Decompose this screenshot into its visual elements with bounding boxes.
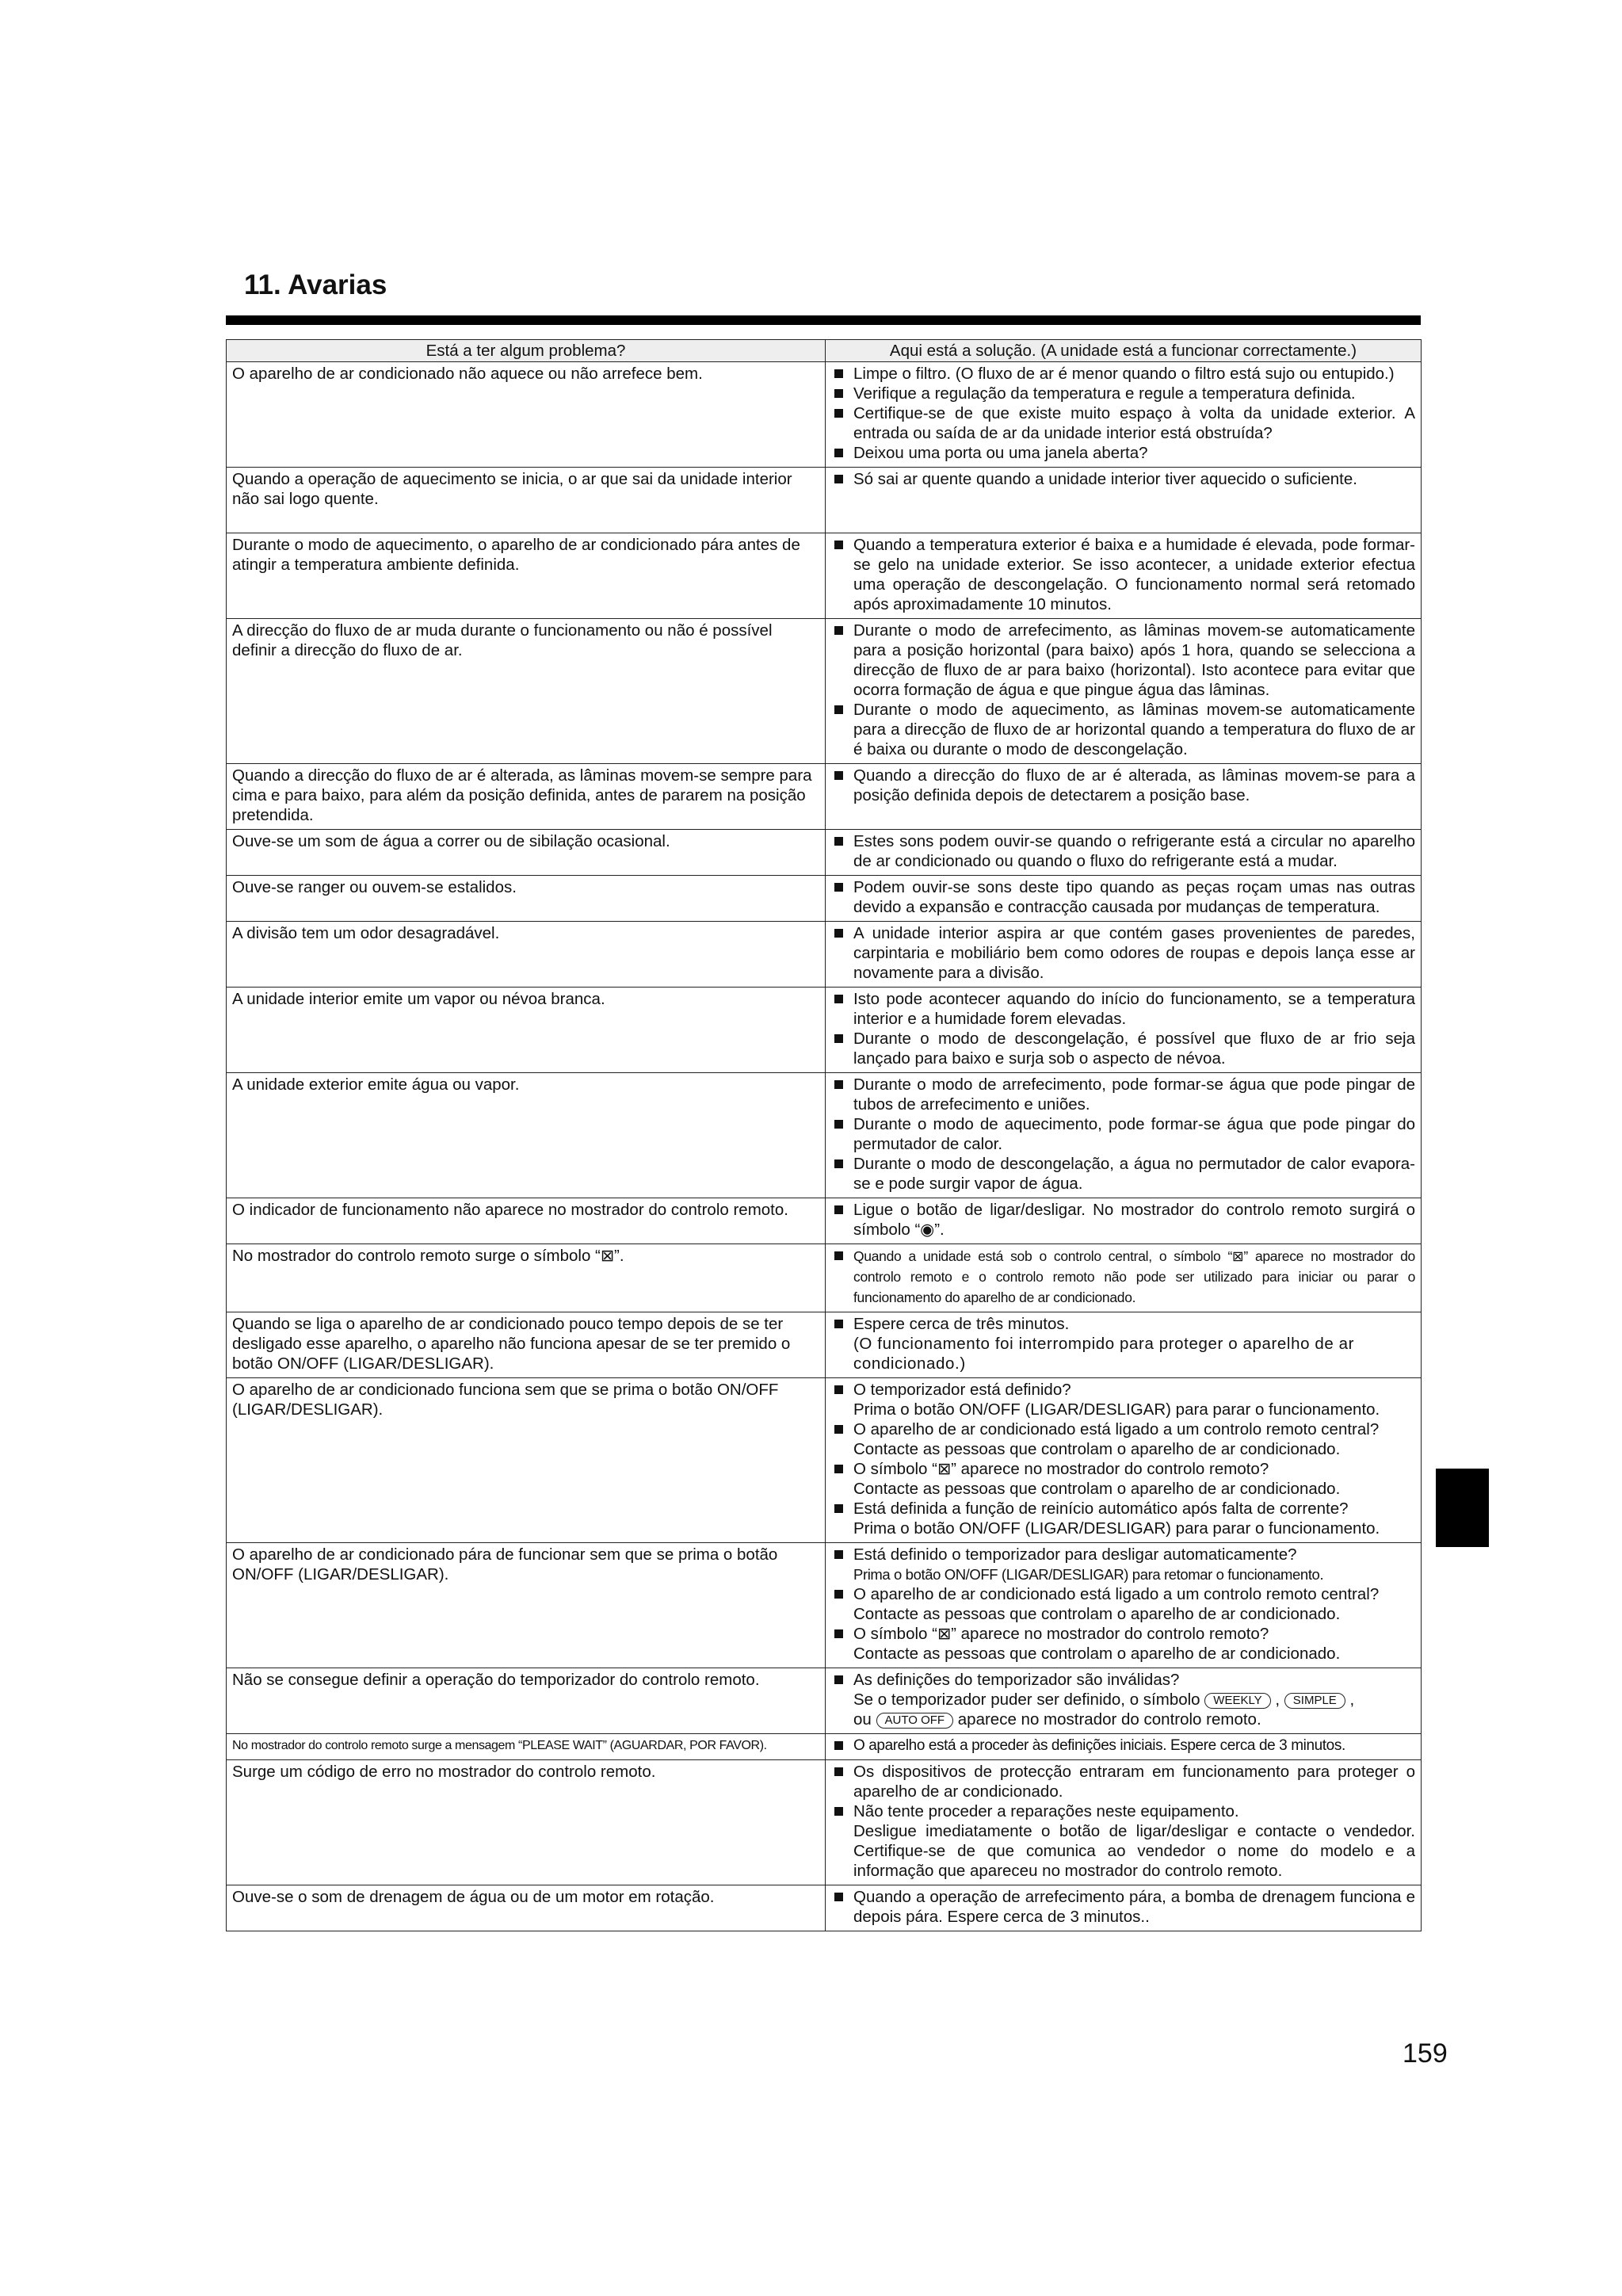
bullet-icon — [834, 1385, 843, 1394]
table-row — [227, 922, 1422, 988]
solution-note: Contacte as pessoas que controlam o aparelho de ar condicionado. — [853, 1440, 1341, 1458]
solution-item: Podem ouvir-se sons deste tipo quando as peças roçam umas nas outras devido a expansão e contracção causada por mudanças de temperatura. — [831, 877, 1415, 917]
bullet-icon — [834, 771, 843, 780]
bullet-icon — [834, 1425, 843, 1434]
solution-item: As definições do temporizador são inválidas? — [831, 1670, 1415, 1690]
solution-item: Está definido o temporizador para desligar automaticamente? — [831, 1545, 1415, 1564]
table-row — [227, 1734, 1422, 1760]
header-problem: Está a ter algum problema? — [227, 340, 826, 362]
solution-item: Estes sons podem ouvir-se quando o refrigerante está a circular no aparelho de ar condicionado ou quando o fluxo do refrigerante está a mudar. — [831, 831, 1415, 871]
header-solution: Aqui está a solução. (A unidade está a funcionar correctamente.) — [826, 340, 1422, 362]
table-row — [227, 1378, 1422, 1543]
bullet-icon — [834, 1893, 843, 1901]
solution-cell — [826, 1543, 1422, 1668]
solution-cell — [826, 619, 1422, 764]
solution-cell — [826, 1734, 1422, 1760]
bullet-icon — [834, 1675, 843, 1684]
solution-cell — [826, 876, 1422, 922]
page-title: 11. Avarias — [244, 269, 387, 300]
problem-cell: Quando a operação de aquecimento se inicia, o ar que sai da unidade interior não sai logo quente. — [227, 468, 826, 533]
bullet-icon — [834, 705, 843, 714]
table-row — [227, 830, 1422, 876]
solution-cell — [826, 362, 1422, 468]
solution-cell — [826, 468, 1422, 533]
solution-item: O temporizador está definido? — [831, 1380, 1415, 1400]
solution-item: O símbolo “⊠” aparece no mostrador do controlo remoto? — [831, 1624, 1415, 1644]
table-row — [227, 1244, 1422, 1312]
bullet-icon — [834, 995, 843, 1003]
bullet-icon — [834, 626, 843, 635]
solution-note: Contacte as pessoas que controlam o aparelho de ar condicionado. — [853, 1605, 1341, 1623]
solution-item: Isto pode acontecer aquando do início do funcionamento, se a temperatura interior e a humidade forem elevadas. — [831, 989, 1415, 1029]
problem-cell: A divisão tem um odor desagradável. — [227, 922, 826, 988]
solution-cell — [826, 1760, 1422, 1885]
bullet-icon — [834, 1320, 843, 1328]
table-row — [227, 1760, 1422, 1885]
problem-cell: O aparelho de ar condicionado pára de funcionar sem que se prima o botão ON/OFF (LIGAR/DESLIGAR). — [227, 1543, 826, 1668]
solution-cell — [826, 922, 1422, 988]
solution-item: Quando a operação de arrefecimento pára, a bomba de drenagem funciona e depois pára. Espere cerca de 3 minutos.. — [831, 1887, 1415, 1927]
problem-cell: Ouve-se o som de drenagem de água ou de um motor em rotação. — [227, 1885, 826, 1931]
weekly-symbol: WEEKLY — [1204, 1693, 1270, 1709]
table-row — [227, 1198, 1422, 1244]
bullet-icon — [834, 389, 843, 398]
title-rule — [226, 315, 1421, 325]
solution-item: Deixou uma porta ou uma janela aberta? — [831, 443, 1415, 463]
solution-item: O aparelho de ar condicionado está ligado a um controlo remoto central? — [831, 1419, 1415, 1439]
solution-item: Verifique a regulação da temperatura e regule a temperatura definida. — [831, 384, 1415, 403]
solution-note: (O funcionamento foi interrompido para proteger o aparelho de ar condicionado.) — [853, 1335, 1355, 1373]
problem-cell: Quando a direcção do fluxo de ar é alterada, as lâminas movem-se sempre para cima e para baixo, para além da posição definida, antes de pararem na posição pretendida. — [227, 764, 826, 830]
solution-item: Espere cerca de três minutos. — [831, 1314, 1415, 1334]
auto-off-symbol: AUTO OFF — [876, 1713, 954, 1729]
solution-cell — [826, 764, 1422, 830]
table-row — [227, 468, 1422, 533]
bullet-icon — [834, 1741, 843, 1750]
bullet-icon — [834, 1159, 843, 1168]
solution-note: Contacte as pessoas que controlam o aparelho de ar condicionado. — [853, 1645, 1341, 1663]
bullet-icon — [834, 1807, 843, 1816]
table-row — [227, 1312, 1422, 1378]
table-row — [227, 362, 1422, 468]
section-tab-marker — [1436, 1469, 1489, 1547]
bullet-icon — [834, 449, 843, 457]
bullet-icon — [834, 1205, 843, 1214]
solution-note: Prima o botão ON/OFF (LIGAR/DESLIGAR) para retomar o funcionamento. — [853, 1566, 1324, 1583]
solution-item: Durante o modo de descongelação, é possível que fluxo de ar frio seja lançado para baixo e surja sob o aspecto de névoa. — [831, 1029, 1415, 1068]
problem-cell: Durante o modo de aquecimento, o aparelho de ar condicionado pára antes de atingir a temperatura ambiente definida. — [227, 533, 826, 619]
problem-cell: A unidade interior emite um vapor ou névoa branca. — [227, 988, 826, 1073]
solution-item: Limpe o filtro. (O fluxo de ar é menor quando o filtro está sujo ou entupido.) — [831, 364, 1415, 384]
bullet-icon — [834, 1465, 843, 1473]
solution-cell — [826, 1885, 1422, 1931]
bullet-icon — [834, 369, 843, 378]
problem-cell: No mostrador do controlo remoto surge a mensagem “PLEASE WAIT” (AGUARDAR, POR FAVOR). — [227, 1734, 826, 1760]
problem-cell: A direcção do fluxo de ar muda durante o funcionamento ou não é possível definir a direcção do fluxo de ar. — [227, 619, 826, 764]
bullet-icon — [834, 1251, 843, 1260]
problem-cell: Surge um código de erro no mostrador do controlo remoto. — [227, 1760, 826, 1885]
bullet-icon — [834, 1034, 843, 1043]
solution-cell — [826, 1073, 1422, 1198]
solution-cell — [826, 1378, 1422, 1543]
solution-item: Só sai ar quente quando a unidade interior tiver aquecido o suficiente. — [831, 469, 1415, 489]
solution-note: Prima o botão ON/OFF (LIGAR/DESLIGAR) para parar o funcionamento. — [853, 1400, 1380, 1419]
solution-cell — [826, 1312, 1422, 1378]
solution-cell — [826, 533, 1422, 619]
solution-note: Se o temporizador puder ser definido, o símbolo WEEKLY , SIMPLE , ou AUTO OFF aparece no mostrador do controlo remoto. — [853, 1690, 1355, 1729]
bullet-icon — [834, 1120, 843, 1129]
solution-item: Ligue o botão de ligar/desligar. No mostrador do controlo remoto surgirá o símbolo “◉”. — [831, 1200, 1415, 1240]
solution-item: Durante o modo de arrefecimento, as lâminas movem-se automaticamente para a posição horizontal (para baixo) após 1 hora, quando se selecciona a direcção de fluxo de ar para baixo (horizontal). Isto acontece para evitar que ocorra formação de água e que pingue água das lâminas. — [831, 621, 1415, 700]
solution-cell — [826, 1668, 1422, 1734]
page-number: 159 — [1403, 2038, 1448, 2069]
problem-cell: O aparelho de ar condicionado funciona sem que se prima o botão ON/OFF (LIGAR/DESLIGAR). — [227, 1378, 826, 1543]
solution-cell — [826, 830, 1422, 876]
solution-item: Quando a unidade está sob o controlo central, o símbolo “⊠” aparece no mostrador do controlo remoto e o controlo remoto não pode ser utilizado para iniciar ou parar o funcionamento do aparelho de ar condicionado. — [831, 1246, 1415, 1308]
solution-item: A unidade interior aspira ar que contém gases provenientes de paredes, carpintaria e mobiliário bem como odores de roupas e depois lança esse ar novamente para a divisão. — [831, 923, 1415, 983]
solution-item: Durante o modo de aquecimento, pode formar-se água que pode pingar do permutador de calor. — [831, 1114, 1415, 1154]
solution-note: Contacte as pessoas que controlam o aparelho de ar condicionado. — [853, 1480, 1341, 1498]
problem-cell: Ouve-se ranger ou ouvem-se estalidos. — [227, 876, 826, 922]
bullet-icon — [834, 1550, 843, 1559]
bullet-icon — [834, 1504, 843, 1513]
table-row — [227, 533, 1422, 619]
bullet-icon — [834, 1590, 843, 1599]
problem-cell: O indicador de funcionamento não aparece no mostrador do controlo remoto. — [227, 1198, 826, 1244]
bullet-icon — [834, 1629, 843, 1638]
bullet-icon — [834, 409, 843, 418]
problem-cell: Ouve-se um som de água a correr ou de sibilação ocasional. — [227, 830, 826, 876]
solution-item: Certifique-se de que existe muito espaço à volta da unidade exterior. A entrada ou saída de ar da unidade interior está obstruída? — [831, 403, 1415, 443]
solution-item: Durante o modo de arrefecimento, pode formar-se água que pode pingar de tubos de arrefecimento e uniões. — [831, 1075, 1415, 1114]
table-row — [227, 988, 1422, 1073]
table-row — [227, 619, 1422, 764]
problem-cell: O aparelho de ar condicionado não aquece ou não arrefece bem. — [227, 362, 826, 468]
table-header-row — [227, 340, 1422, 362]
solution-note: Desligue imediatamente o botão de ligar/desligar e contacte o vendedor. Certifique-se de que comunica ao vendedor o nome do modelo e a informação que apareceu no mostrador do controlo remoto. — [853, 1822, 1415, 1880]
bullet-icon — [834, 929, 843, 938]
problem-cell: A unidade exterior emite água ou vapor. — [227, 1073, 826, 1198]
solution-item: O símbolo “⊠” aparece no mostrador do controlo remoto? — [831, 1459, 1415, 1479]
solution-note: Prima o botão ON/OFF (LIGAR/DESLIGAR) para parar o funcionamento. — [853, 1519, 1380, 1538]
solution-item: Durante o modo de aquecimento, as lâminas movem-se automaticamente para a direcção de fluxo de ar horizontal quando a temperatura do fluxo de ar é baixa ou durante o modo de descongelação. — [831, 700, 1415, 759]
table-row — [227, 764, 1422, 830]
simple-symbol: SIMPLE — [1284, 1693, 1345, 1709]
bullet-icon — [834, 541, 843, 549]
bullet-icon — [834, 837, 843, 846]
bullet-icon — [834, 883, 843, 892]
solution-item: Não tente proceder a reparações neste equipamento. — [831, 1801, 1415, 1821]
solution-item: O aparelho está a proceder às definições iniciais. Espere cerca de 3 minutos. — [831, 1736, 1415, 1755]
solution-item: O aparelho de ar condicionado está ligado a um controlo remoto central? — [831, 1584, 1415, 1604]
table-row — [227, 1073, 1422, 1198]
bullet-icon — [834, 475, 843, 483]
solution-item: Durante o modo de descongelação, a água no permutador de calor evapora-se e pode surgir vapor de água. — [831, 1154, 1415, 1194]
bullet-icon — [834, 1767, 843, 1776]
table-row — [227, 1668, 1422, 1734]
troubleshooting-table — [226, 339, 1422, 1931]
solution-item: Quando a direcção do fluxo de ar é alterada, as lâminas movem-se para a posição definida depois de detectarem a posição base. — [831, 766, 1415, 805]
table-row — [227, 876, 1422, 922]
solution-cell — [826, 1244, 1422, 1312]
solution-cell — [826, 988, 1422, 1073]
solution-cell — [826, 1198, 1422, 1244]
problem-cell: Quando se liga o aparelho de ar condicionado pouco tempo depois de se ter desligado esse aparelho, o aparelho não funciona apesar de se ter premido o botão ON/OFF (LIGAR/DESLIGAR). — [227, 1312, 826, 1378]
solution-item: Está definida a função de reinício automático após falta de corrente? — [831, 1499, 1415, 1519]
problem-cell: No mostrador do controlo remoto surge o símbolo “⊠”. — [227, 1244, 826, 1312]
bullet-icon — [834, 1080, 843, 1089]
table-row — [227, 1885, 1422, 1931]
table-row — [227, 1543, 1422, 1668]
problem-cell: Não se consegue definir a operação do temporizador do controlo remoto. — [227, 1668, 826, 1734]
solution-item: Quando a temperatura exterior é baixa e a humidade é elevada, pode formar-se gelo na unidade exterior. Se isso acontecer, a unidade exterior efectua uma operação de descongelação. O funcionamento normal será retomado após aproximadamente 10 minutos. — [831, 535, 1415, 614]
solution-item: Os dispositivos de protecção entraram em funcionamento para proteger o aparelho de ar condicionado. — [831, 1762, 1415, 1801]
